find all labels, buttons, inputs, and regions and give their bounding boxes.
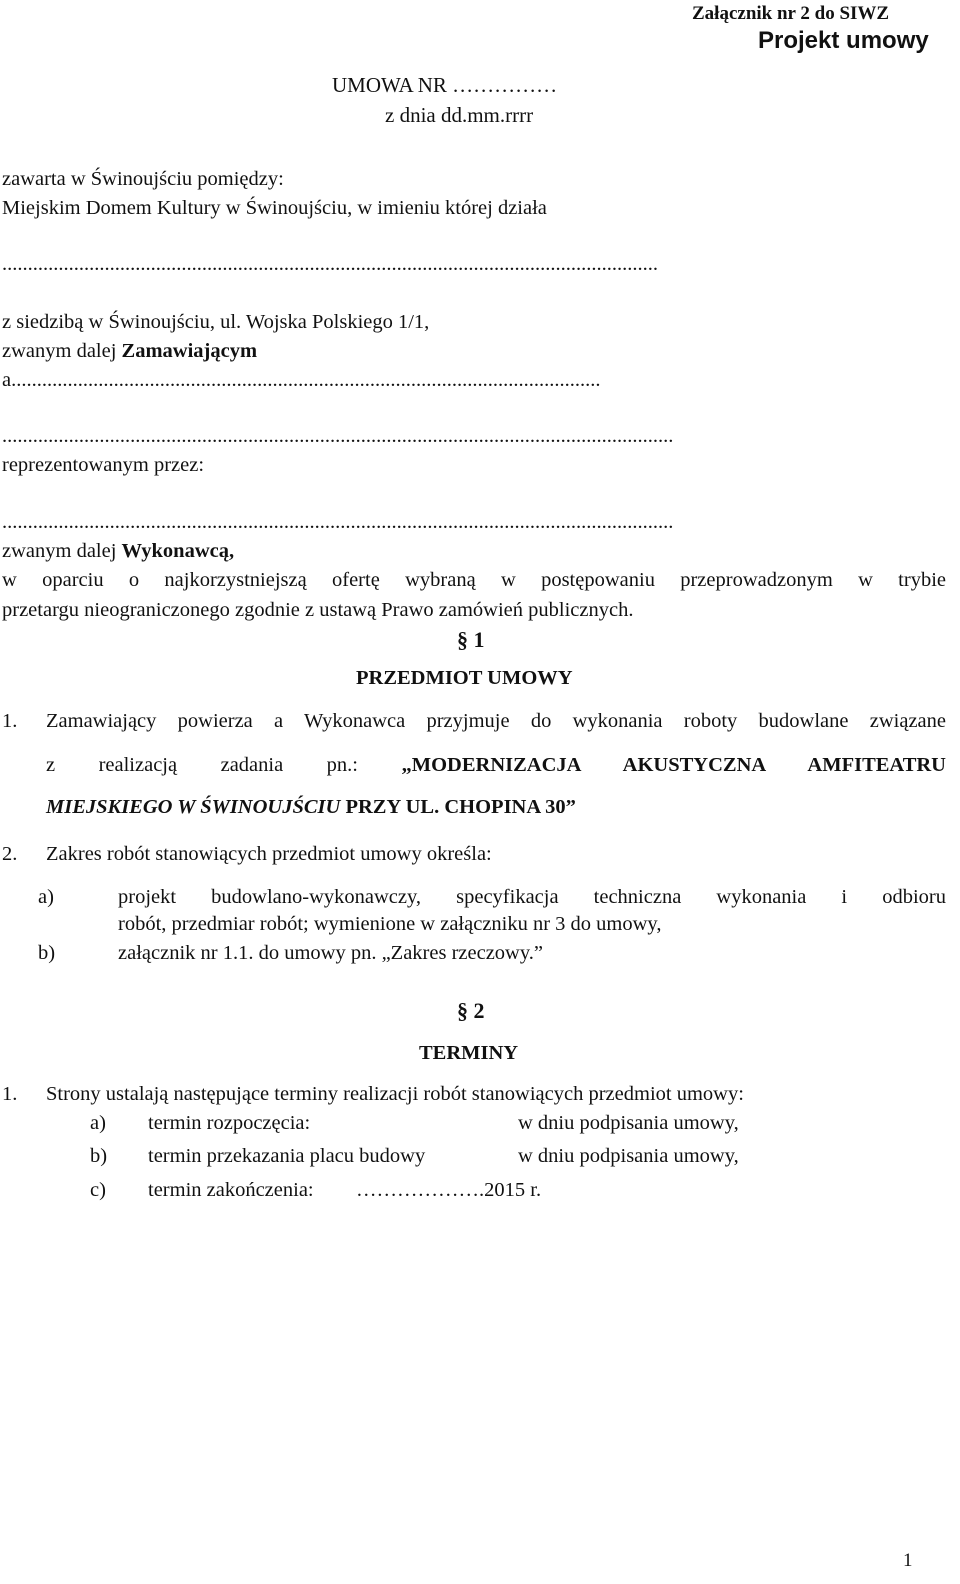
term-item-c-name: termin zakończenia: [148,1179,314,1201]
called-line [2,341,257,362]
scope-item-a-label: a) [38,886,54,908]
scope-item-b-label: b) [38,942,56,964]
attachment-label: Załącznik nr 2 do SIWZ [692,3,890,24]
term-item-c-label: c) [90,1179,106,1201]
called2-line [2,541,234,562]
term-item-a-label: a) [90,1112,106,1134]
basis-line-2: przetargu nieograniczonego zgodnie z ustawą Prawo zamówień publicznych. [2,599,634,621]
called-name: Zamawiającym [121,340,258,362]
called2-name: Wykonawcą, [121,540,235,562]
section-2-heading: TERMINY [419,1042,519,1064]
section-1-para-1-number: 1. [2,710,18,732]
scope-item-a-line-2: robót, przedmiar robót; wymienione w załączniku nr 3 do umowy, [118,913,662,935]
term-item-a-name: termin rozpoczęcia: [148,1112,311,1134]
fill-in-dots-3: ................................................................................................................................... [2,512,674,533]
task-name-part-1: „MODERNIZACJA AKUSTYCZNA AMFITEATRU [401,754,946,776]
basis-line-1: w oparciu o najkorzystniejszą ofertę wybraną w postępowaniu przeprowadzonym w trybie [2,569,946,591]
section-1-para-1-line-3 [46,797,576,818]
task-name-part-2: MIEJSKIEGO W ŚWINOUJŚCIU [46,796,341,818]
called-prefix: zwanym dalej [2,340,122,362]
scope-item-a-line-1: projekt budowlano-wykonawczy, specyfikacja techniczna wykonania i odbioru [118,886,946,908]
term-item-c-value: ……………….2015 r. [356,1179,542,1201]
document-status: Projekt umowy [758,27,929,54]
called2-prefix: zwanym dalej [2,540,122,562]
represented-line: reprezentowanym przez: [2,454,205,476]
section-2-para-1-text: Strony ustalają następujące terminy realizacji robót stanowiących przedmiot umowy: [46,1083,744,1105]
section-1-para-1-line-1: Zamawiający powierza a Wykonawca przyjmuje do wykonania roboty budowlane związane [46,710,946,732]
term-item-b-label: b) [90,1145,108,1167]
term-item-b-value: w dniu podpisania umowy, [518,1145,739,1167]
fill-in-dots-2: ................................................................................................................................... [2,426,674,447]
seat-line: z siedzibą w Świnoujściu, ul. Wojska Polskiego 1/1, [2,311,430,333]
term-item-b-name: termin przekazania placu budowy [148,1145,426,1167]
contract-date: z dnia dd.mm.rrrr [385,103,534,127]
section-1-mark: § 1 [457,627,485,652]
section-2-para-1-number: 1. [2,1083,18,1105]
and-dots-line: a................................................................................................................... [2,370,601,391]
section-1-para-1-line-2 [46,755,946,776]
section-2-mark: § 2 [457,998,485,1023]
section-1-para-2-text: Zakres robót stanowiących przedmiot umowy określa: [46,843,492,865]
contract-number: UMOWA NR …………… [332,73,558,97]
party1-line: Miejskim Domem Kultury w Świnoujściu, w imieniu której działa [2,197,547,219]
fill-in-dots-1: ................................................................................................................................ [2,254,658,275]
term-item-a-value: w dniu podpisania umowy, [518,1112,739,1134]
task-name-part-3: PRZY UL. CHOPINA 30” [340,796,576,818]
page-number: 1 [903,1550,913,1571]
scope-item-b-text: załącznik nr 1.1. do umowy pn. „Zakres rzeczowy.” [118,942,544,964]
concluded-line: zawarta w Świnoujściu pomiędzy: [2,168,284,190]
section-1-heading: PRZEDMIOT UMOWY [356,667,573,689]
section-1-para-2-number: 2. [2,843,18,865]
task-prefix: z realizacją zadania pn.: [46,754,402,776]
